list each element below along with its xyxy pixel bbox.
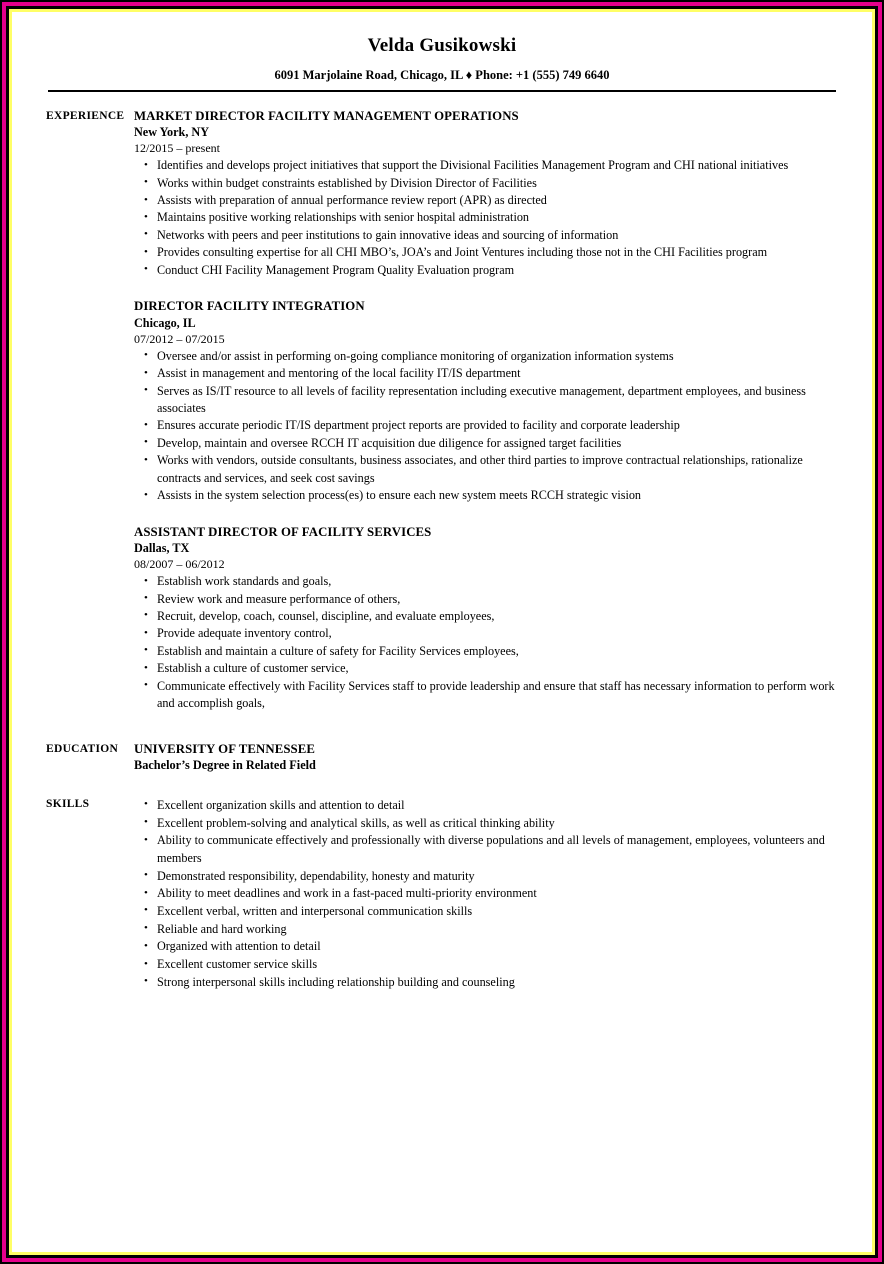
job-title: DIRECTOR FACILITY INTEGRATION bbox=[134, 299, 365, 314]
list-item: • Establish work standards and goals, bbox=[134, 573, 840, 590]
contact-info-line: 6091 Marjolaine Road, Chicago, IL ♦ Phone: +1 (555) 749 6640 bbox=[274, 67, 610, 82]
education-section-body bbox=[134, 741, 872, 774]
yellow-frame-band bbox=[9, 9, 875, 1255]
education-degree: Bachelor’s Degree in Related Field bbox=[134, 758, 316, 773]
list-item: • Assists in the system selection process(es) to ensure each new system meets RCCH strategic vision bbox=[134, 487, 840, 504]
list-item: • Provide adequate inventory control, bbox=[134, 625, 840, 642]
list-item: • Serves as IS/IT resource to all levels of facility representation including executive management, department employees, and business associates bbox=[134, 383, 840, 418]
list-item: • Reliable and hard working bbox=[134, 921, 840, 939]
section-label-skills: SKILLS bbox=[46, 797, 90, 810]
education-school-name: UNIVERSITY OF TENNESSEE bbox=[134, 741, 316, 756]
list-item: • Excellent customer service skills bbox=[134, 956, 840, 974]
job-title: ASSISTANT DIRECTOR OF FACILITY SERVICES bbox=[134, 524, 432, 539]
list-item: • Ability to meet deadlines and work in a fast-paced multi-priority environment bbox=[134, 885, 840, 903]
job-dates: 12/2015 – present bbox=[134, 141, 220, 156]
job-title: MARKET DIRECTOR FACILITY MANAGEMENT OPERATIONS bbox=[134, 108, 519, 123]
experience-entry bbox=[134, 524, 840, 713]
header-divider-rule bbox=[48, 90, 836, 92]
list-item: • Develop, maintain and oversee RCCH IT acquisition due diligence for assigned target facilities bbox=[134, 435, 840, 452]
job-location: New York, NY bbox=[134, 125, 210, 140]
candidate-name: Velda Gusikowski bbox=[367, 35, 517, 56]
magenta-frame-band bbox=[2, 2, 882, 1262]
skills-list bbox=[134, 797, 840, 992]
list-item: • Excellent problem-solving and analytical skills, as well as critical thinking ability bbox=[134, 815, 840, 833]
list-item: • Conduct CHI Facility Management Program Quality Evaluation program bbox=[134, 262, 840, 279]
list-item: • Excellent organization skills and attention to detail bbox=[134, 797, 840, 815]
list-item: • Maintains positive working relationships with senior hospital administration bbox=[134, 209, 840, 226]
job-location: Chicago, IL bbox=[134, 315, 196, 330]
list-item: • Provides consulting expertise for all CHI MBO’s, JOA’s and Joint Ventures including those not in the CHI Facilities program bbox=[134, 244, 840, 261]
list-item: • Communicate effectively with Facility Services staff to provide leadership and ensure that staff has necessary information to perform work and accomplish goals, bbox=[134, 678, 840, 713]
section-label-experience: EXPERIENCE bbox=[46, 109, 125, 122]
job-responsibility-list bbox=[134, 573, 840, 713]
list-item: • Demonstrated responsibility, dependability, honesty and maturity bbox=[134, 868, 840, 886]
resume-header bbox=[12, 12, 872, 83]
section-label-education: EDUCATION bbox=[46, 742, 119, 755]
list-item: • Ability to communicate effectively and professionally with diverse populations and all levels of management, employees, volunteers and members bbox=[134, 832, 840, 867]
skills-section bbox=[12, 796, 872, 992]
experience-section bbox=[12, 108, 872, 713]
list-item: • Oversee and/or assist in performing on-going compliance monitoring of organization information systems bbox=[134, 348, 840, 365]
job-dates: 08/2007 – 06/2012 bbox=[134, 557, 225, 572]
list-item: • Organized with attention to detail bbox=[134, 938, 840, 956]
black-frame-band bbox=[6, 6, 878, 1258]
list-item: • Works with vendors, outside consultants, business associates, and other third parties to improve contractual relationships, rationalize contracts and services, and seek cost savings bbox=[134, 452, 840, 487]
experience-entry bbox=[134, 108, 840, 280]
job-location: Dallas, TX bbox=[134, 541, 190, 556]
list-item: • Ensures accurate periodic IT/IS department project reports are provided to facility and corporate leadership bbox=[134, 417, 840, 434]
list-item: • Identifies and develops project initiatives that support the Divisional Facilities Management Program and CHI national initiatives bbox=[134, 157, 840, 174]
job-responsibility-list bbox=[134, 348, 840, 505]
experience-entry bbox=[134, 298, 840, 504]
job-dates: 07/2012 – 07/2015 bbox=[134, 331, 225, 346]
list-item: • Assist in management and mentoring of the local facility IT/IS department bbox=[134, 365, 840, 382]
list-item: • Establish and maintain a culture of safety for Facility Services employees, bbox=[134, 643, 840, 660]
list-item: • Excellent verbal, written and interpersonal communication skills bbox=[134, 903, 840, 921]
list-item: • Strong interpersonal skills including relationship building and counseling bbox=[134, 974, 840, 992]
resume-page bbox=[12, 12, 872, 1252]
list-item: • Recruit, develop, coach, counsel, discipline, and evaluate employees, bbox=[134, 608, 840, 625]
education-section bbox=[12, 741, 872, 774]
experience-section-body bbox=[134, 108, 872, 713]
job-responsibility-list bbox=[134, 157, 840, 279]
list-item: • Works within budget constraints established by Division Director of Facilities bbox=[134, 175, 840, 192]
list-item: • Assists with preparation of annual performance review report (APR) as directed bbox=[134, 192, 840, 209]
skills-section-body bbox=[134, 796, 872, 992]
list-item: • Networks with peers and peer institutions to gain innovative ideas and sourcing of information bbox=[134, 227, 840, 244]
list-item: • Establish a culture of customer service, bbox=[134, 660, 840, 677]
list-item: • Review work and measure performance of others, bbox=[134, 591, 840, 608]
